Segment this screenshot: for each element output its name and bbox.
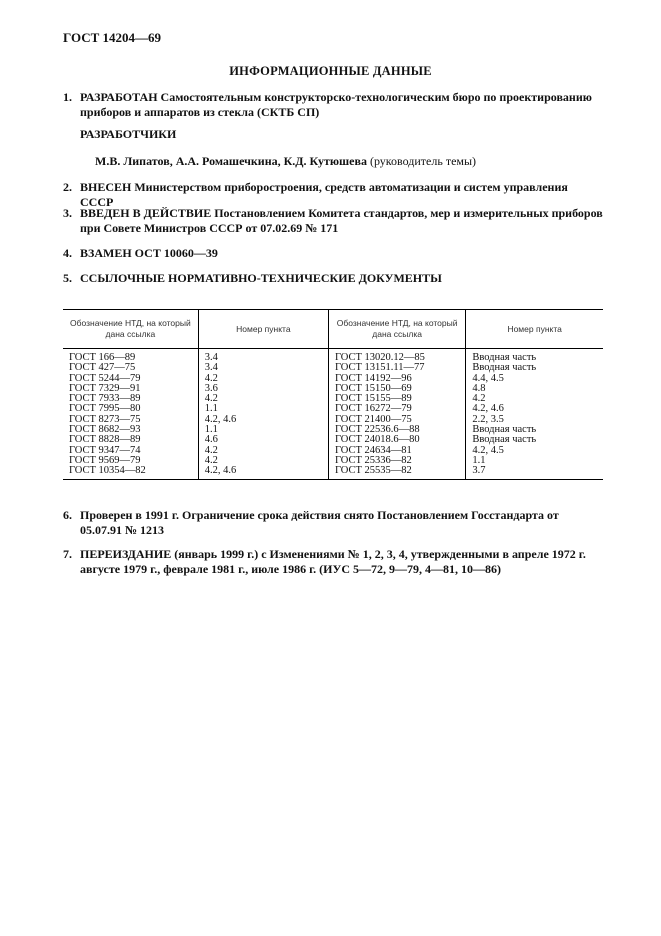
cell-clause: 3.6	[198, 384, 328, 394]
cell-clause: 4.2	[198, 456, 328, 466]
developers-heading: РАЗРАБОТЧИКИ	[80, 127, 177, 141]
item-text: ССЫЛОЧНЫЕ НОРМАТИВНО-ТЕХНИЧЕСКИЕ ДОКУМЕНТЫ	[80, 271, 442, 285]
cell-clause: 4.2, 4.6	[472, 403, 504, 415]
cell-clause: 3.4	[198, 349, 328, 364]
item-number: 4.	[63, 246, 72, 260]
table-row	[63, 349, 603, 364]
cell-document: ГОСТ 15150—69	[328, 384, 465, 394]
references-table	[63, 309, 603, 480]
cell-document: ГОСТ 9347—74	[63, 446, 198, 456]
cell-clause: Вводная часть	[472, 362, 537, 374]
cell-clause: 2.2, 3.5	[472, 413, 504, 425]
cell-clause: 4.2, 4.6	[198, 466, 328, 479]
item-1	[63, 90, 603, 120]
column-header: Номер пункта	[198, 310, 328, 349]
item-number: 2.	[63, 180, 72, 194]
cell-clause: 4.6	[198, 435, 328, 445]
column-header: Обозначение НТД, на который дана ссылка	[328, 310, 465, 349]
cell-document: ГОСТ 21400—75	[328, 415, 465, 425]
cell-document: ГОСТ 14192—96	[328, 374, 465, 384]
cell-document: ГОСТ 7329—91	[63, 384, 198, 394]
cell-document: ГОСТ 427—75	[63, 363, 198, 373]
item-text: ВЗАМЕН ОСТ 10060—39	[80, 246, 218, 260]
cell-document: ГОСТ 8273—75	[63, 415, 198, 425]
item-4	[63, 246, 603, 261]
item-number: 7.	[63, 547, 72, 561]
cell-clause: 3.4	[198, 363, 328, 373]
section-title: ИНФОРМАЦИОННЫЕ ДАННЫЕ	[229, 64, 432, 78]
cell-document: ГОСТ 13151.11—77	[328, 363, 465, 373]
cell-document: ГОСТ 24018.6—80	[328, 435, 465, 445]
cell-document: ГОСТ 5244—79	[63, 374, 198, 384]
cell-document: ГОСТ 7995—80	[63, 404, 198, 414]
developers-note: (руководитель темы)	[369, 154, 477, 168]
developers-names: М.В. Липатов, А.А. Ромашечкина, К.Д. Кутюшева	[95, 154, 367, 168]
cell-document: ГОСТ 25336—82	[328, 456, 465, 466]
table-row	[63, 374, 603, 384]
cell-clause: Вводная часть	[472, 352, 537, 363]
table-row	[63, 363, 603, 373]
table-row	[63, 435, 603, 445]
item-5	[63, 271, 603, 286]
item-number: 1.	[63, 90, 72, 104]
item-number: 3.	[63, 206, 72, 220]
item-text: ВВЕДЕН В ДЕЙСТВИЕ Постановлением Комитета стандартов, мер и измерительных приборов при Совете Министров СССР от 07.02.69 № 171	[80, 206, 603, 235]
cell-clause: 3.7	[466, 466, 603, 479]
table-row	[63, 446, 603, 456]
table-row	[63, 394, 603, 404]
cell-document: ГОСТ 8828—89	[63, 435, 198, 445]
item-text: ВНЕСЕН Министерством приборостроения, средств автоматизации и систем управления СССР	[80, 180, 568, 209]
cell-document: ГОСТ 13020.12—85	[328, 349, 465, 364]
cell-clause: 4.4, 4.5	[472, 372, 504, 384]
cell-clause: 4.2, 4.5	[472, 444, 504, 456]
cell-clause: 4.2	[198, 374, 328, 384]
cell-document: ГОСТ 7933—89	[63, 394, 198, 404]
column-header: Номер пункта	[466, 310, 603, 349]
cell-document: ГОСТ 25535—82	[328, 466, 465, 479]
cell-document: ГОСТ 8682—93	[63, 425, 198, 435]
cell-clause: 4.2	[198, 446, 328, 456]
table-row	[63, 466, 603, 479]
cell-clause: Вводная часть	[472, 434, 537, 446]
cell-clause: 4.8	[472, 382, 486, 394]
cell-clause: 4.2, 4.6	[198, 415, 328, 425]
cell-document: ГОСТ 16272—79	[328, 404, 465, 414]
item-number: 5.	[63, 271, 72, 285]
cell-document: ГОСТ 166—89	[63, 349, 198, 364]
cell-document: ГОСТ 24634—81	[328, 446, 465, 456]
table-body	[63, 349, 603, 480]
table-row	[63, 384, 603, 394]
item-6	[63, 508, 603, 538]
cell-clause: 1.1	[472, 454, 486, 466]
item-text: ПЕРЕИЗДАНИЕ (январь 1999 г.) с Изменениями № 1, 2, 3, 4, утвержденными в апреле 1972 г. августе 1979 г., феврале 1981 г., июле 1986 г. (ИУС 5—72, 9—79, 4—81, 10—86)	[80, 547, 586, 576]
cell-clause: 4.2	[198, 394, 328, 404]
column-header: Обозначение НТД, на который дана ссылка	[63, 310, 198, 349]
item-text: РАЗРАБОТАН Самостоятельным конструкторско-технологическим бюро по проектированию приборов и аппаратов из стекла (СКТБ СП)	[80, 90, 592, 119]
cell-document: ГОСТ 22536.6—88	[328, 425, 465, 435]
table-header-row	[63, 310, 603, 349]
item-3	[63, 206, 603, 236]
cell-clause: Вводная часть	[472, 424, 537, 436]
item-text: Проверен в 1991 г. Ограничение срока действия снято Постановлением Госстандарта от 05.07.91 № 1213	[80, 508, 559, 537]
cell-document: ГОСТ 10354—82	[63, 466, 198, 479]
item-number: 6.	[63, 508, 72, 522]
document-header: ГОСТ 14204—69	[63, 30, 162, 45]
cell-clause: 1.1	[198, 425, 328, 435]
cell-document: ГОСТ 15155—89	[328, 394, 465, 404]
item-7	[63, 547, 603, 577]
cell-clause: 1.1	[198, 404, 328, 414]
cell-document: ГОСТ 9569—79	[63, 456, 198, 466]
table-row	[63, 404, 603, 414]
cell-clause: 4.2	[472, 393, 486, 405]
developers-line	[95, 154, 476, 169]
